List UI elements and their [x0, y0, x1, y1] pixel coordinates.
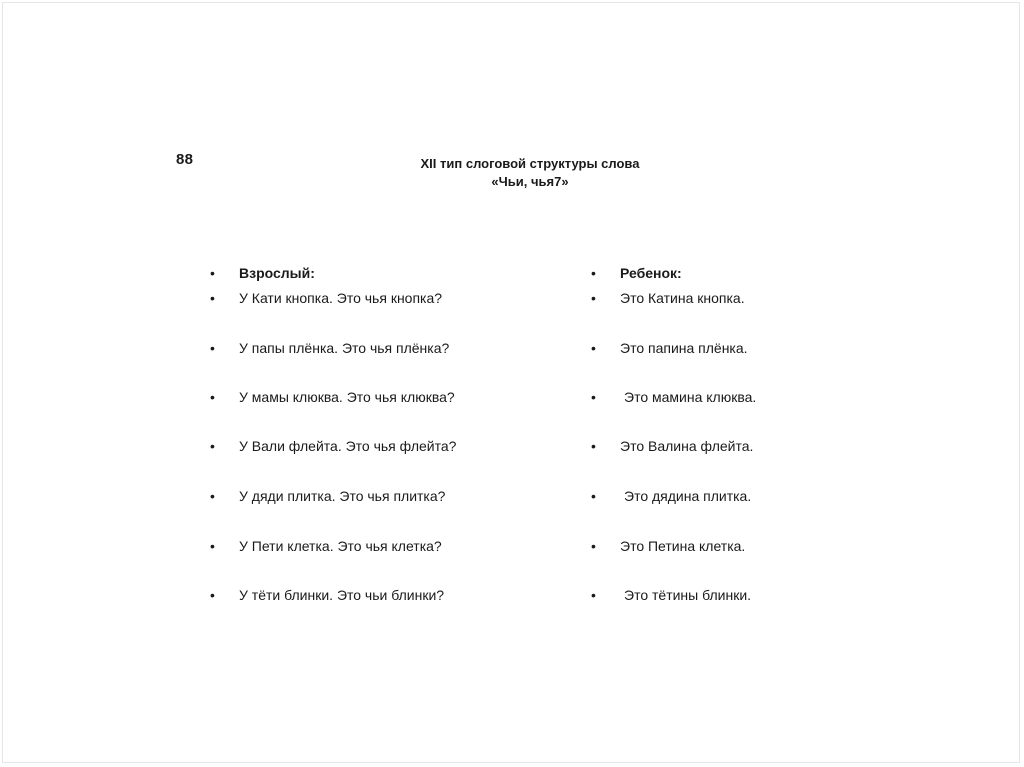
bullet-icon: •: [591, 340, 596, 356]
title-line-1: XII тип слоговой структуры слова: [420, 156, 640, 171]
bullet-icon: •: [210, 389, 215, 405]
page-number: 88: [176, 151, 194, 168]
bullet-icon: •: [591, 538, 596, 554]
adult-line: У тёти блинки. Это чьи блинки?: [239, 587, 445, 603]
adult-line: У Вали флейта. Это чья флейта?: [239, 438, 457, 454]
child-line: Это Петина клетка.: [620, 538, 746, 554]
bullet-icon: •: [210, 488, 215, 504]
adult-line: У дяди плитка. Это чья плитка?: [239, 488, 446, 504]
bullet-icon: •: [591, 389, 596, 405]
child-line: Это тётины блинки.: [624, 587, 752, 603]
child-line: Это папина плёнка.: [620, 340, 748, 356]
bullet-icon: •: [591, 488, 596, 504]
bullet-icon: •: [591, 290, 596, 306]
bullet-icon: •: [210, 340, 215, 356]
child-line: Это дядина плитка.: [624, 488, 752, 504]
bullet-icon: •: [210, 265, 215, 281]
title-line-2: «Чьи, чья7»: [491, 174, 569, 189]
adult-line: У Кати кнопка. Это чья кнопка?: [239, 290, 443, 306]
bullet-icon: •: [210, 438, 215, 454]
bullet-icon: •: [591, 587, 596, 603]
child-header: Ребенок:: [620, 265, 682, 281]
bullet-icon: •: [210, 290, 215, 306]
adult-header: Взрослый:: [239, 265, 315, 281]
bullet-icon: •: [591, 438, 596, 454]
adult-line: У мамы клюква. Это чья клюква?: [239, 389, 455, 405]
adult-line: У папы плёнка. Это чья плёнка?: [239, 340, 450, 356]
adult-line: У Пети клетка. Это чья клетка?: [239, 538, 442, 554]
bullet-icon: •: [210, 587, 215, 603]
page-frame: [2, 2, 1020, 763]
child-line: Это мамина клюква.: [624, 389, 757, 405]
bullet-icon: •: [591, 265, 596, 281]
bullet-icon: •: [210, 538, 215, 554]
child-line: Это Валина флейта.: [620, 438, 754, 454]
title-block: [360, 155, 700, 191]
child-line: Это Катина кнопка.: [620, 290, 745, 306]
